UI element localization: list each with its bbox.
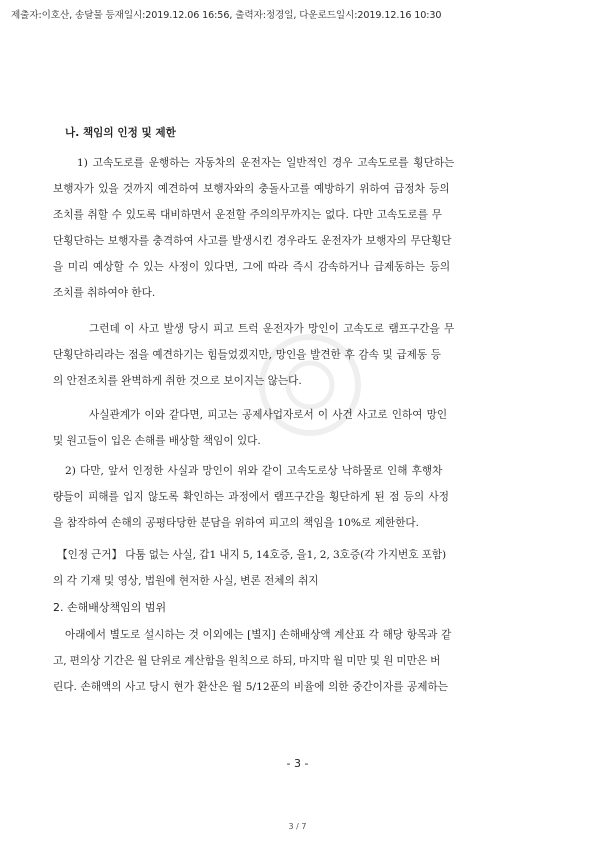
paragraph-line: 사실관계가 이와 같다면, 피고는 공제사업자로서 이 사건 사고로 인하여 망인 bbox=[89, 409, 448, 421]
paragraph-line: 을 참작하여 손해의 공평타당한 분담을 위하여 피고의 책임을 10%로 제한한다. bbox=[53, 517, 420, 529]
paragraph-line: 량들이 피해를 입지 않도록 확인하는 과정에서 램프구간을 횡단하게 된 점 등의 사정 bbox=[53, 491, 449, 503]
paragraph-line: 조치를 취할 수 있도록 대비하면서 운전할 주의의무까지는 없다. 다만 고속도로를 무 bbox=[53, 209, 442, 221]
paragraph-line: 조치를 취하여야 한다. bbox=[53, 287, 156, 299]
document-header: 제출자:이호산, 송달물 등재일시:2019.12.06 16:56, 출력자:정경일, 다운로드일시:2019.12.16 10:30 bbox=[11, 10, 442, 21]
paragraph-line: 그런데 이 사고 발생 당시 피고 트럭 운전자가 망인이 고속도로 램프구간을 무 bbox=[89, 323, 455, 335]
paragraph-line: 을 미리 예상할 수 있는 사정이 있다면, 그에 따라 즉시 감속하거나 급제동하는 등의 bbox=[53, 261, 451, 273]
paragraph-line: 단횡단하는 보행자를 충격하여 사고를 발생시킨 경우라도 운전자가 보행자의 무단횡단 bbox=[53, 235, 452, 247]
page-number: - 3 - bbox=[286, 757, 309, 770]
paragraph-line: 보행자가 있을 것까지 예견하여 보행자와의 충돌사고를 예방하기 위하여 급정차 등의 bbox=[53, 183, 450, 195]
paragraph-line: 고, 편의상 기간은 월 단위로 계산함을 원칙으로 하되, 마지막 월 미만 및 원 미만은 버 bbox=[53, 655, 441, 667]
paragraph-line: 및 원고들이 입은 손해를 배상할 책임이 있다. bbox=[53, 435, 261, 447]
page-count: 3 / 7 bbox=[288, 822, 307, 831]
paragraph-line: 의 안전조치를 완벽하게 취한 것으로 보이지는 않는다. bbox=[53, 375, 302, 387]
paragraph-line: 아래에서 별도로 설시하는 것 이외에는 [별지] 손해배상액 계산표 각 해당 항목과 같 bbox=[65, 629, 452, 641]
subsection-heading: 나. 책임의 인정 및 제한 bbox=[65, 127, 176, 139]
paragraph-line: 린다. 손해액의 사고 당시 현가 환산은 월 5/12푼의 비율에 의한 중간이자를 공제하는 bbox=[53, 681, 448, 693]
section-heading: 2. 손해배상책임의 범위 bbox=[53, 601, 167, 614]
evidence-basis-line: 의 각 기재 및 영상, 법원에 현저한 사실, 변론 전체의 취지 bbox=[53, 575, 319, 587]
paragraph-line: 1) 고속도로를 운행하는 자동차의 운전자는 일반적인 경우 고속도로를 횡단하는 bbox=[77, 157, 455, 169]
paragraph-line: 2) 다만, 앞서 인정한 사실과 망인이 위와 같이 고속도로상 낙하물로 인해 후행차 bbox=[65, 465, 443, 477]
paragraph-line: 단횡단하리라는 점을 예견하기는 힘들었겠지만, 망인을 발견한 후 감속 및 급제동 등 bbox=[53, 349, 441, 361]
evidence-basis-line: 【인정 근거】 다툼 없는 사실, 갑1 내지 5, 14호증, 을1, 2, 3호증(각 가지번호 포함) bbox=[57, 549, 447, 561]
